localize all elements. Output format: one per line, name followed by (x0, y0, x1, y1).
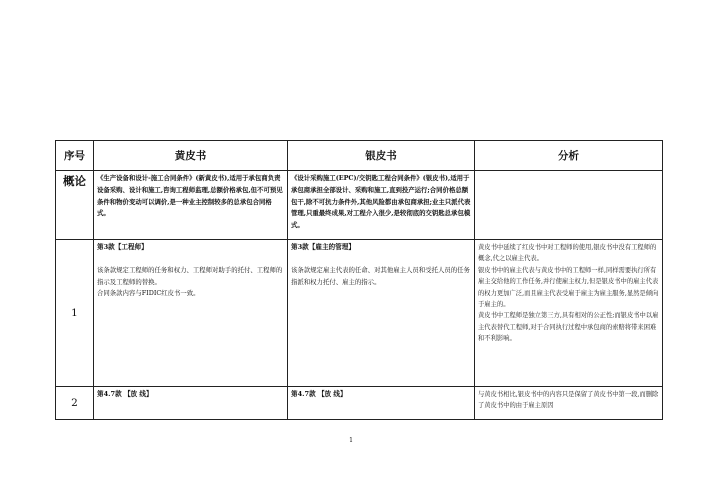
row1-yellow-cell (94, 240, 288, 387)
overview-yellow-cell (94, 171, 288, 240)
row1-yellow-body: 该条款规定工程师的任务和权力、工程师对助手的托付、工程师的指示及工程师的替换。 合同条款内容与FIDIC红皮书一致。 (97, 266, 283, 298)
table-row (56, 240, 663, 387)
row2-silver-cell (288, 387, 475, 420)
overview-label: 概论 (56, 171, 94, 240)
row1-silver-body: 该条款规定雇主代表的任命、对其他雇主人员和受托人员的任务指派和权力托付、雇主的指示。 (291, 266, 470, 286)
header-analysis: 分析 (475, 141, 663, 171)
row2-silver-title: 第4.7款 【放 线】 (291, 390, 347, 398)
header-number: 序号 (56, 141, 94, 171)
comparison-table (55, 140, 663, 420)
row2-yellow-title: 第4.7款 【放 线】 (97, 390, 153, 398)
overview-yellow-text: 《生产设备和设计-施工合同条件》(新黄皮书),适用于承包商负责设备采购、设计和施工,咨询工程师监理,总额价格承包,但不可预见条件和物价变动可以调价,是一种业主控制较多的总承包合同格式。 (97, 174, 283, 218)
row1-silver-title: 第3款【雇主的管理】 (291, 243, 355, 251)
row1-silver-cell (288, 240, 475, 387)
row2-yellow-cell (94, 387, 288, 420)
table-row (56, 387, 663, 420)
page-number: 1 (349, 437, 353, 444)
row1-analysis-text: 黄皮书中延续了红皮书中对工程师的使用,银皮书中没有工程师的概念,代之以雇主代表。 银皮书中的雇主代表与黄皮书中的工程师一样,同样需要执行所有雇主交给他的工作任务,并行使雇主权力,但是银皮书中的雇主代表的权力更加广泛,而且雇主代表受雇于雇主为雇主服务,显然是倾向于雇主的。 黄皮书中工程师是独立第三方,具有相对的公正性;而银皮书中以雇主代表替代工程师,对于合同执行过程中承包商的索赔将带来困难和不利影响。 (478, 244, 659, 343)
overview-silver-cell (288, 171, 475, 240)
header-yellow-book: 黄皮书 (94, 141, 288, 171)
row2-analysis-cell (475, 387, 663, 420)
row1-analysis-cell (475, 240, 663, 387)
row2-analysis-text: 与黄皮书相比,银皮书中的内容只是保留了黄皮书中第一段,而删除了黄皮书中的由于雇主原因 (478, 391, 659, 410)
overview-analysis-cell (475, 171, 663, 240)
overview-row (56, 171, 663, 240)
header-row (56, 141, 663, 171)
row1-yellow-title: 第3款【工程师】 (97, 243, 148, 251)
row-number: 1 (56, 240, 94, 387)
header-silver-book: 银皮书 (288, 141, 475, 171)
overview-silver-text: 《设计采购施工(EPC)/交钥匙工程合同条件》(银皮书),适用于承包商承担全部设计、采购和施工,直到投产运行;合同价格总额包干,除不可抗力条件外,其他风险都由承包商承担;业主只派代表管理,只重最终成果,对工程介入很少,是较彻底的交钥匙总承包模式。 (291, 174, 471, 230)
row-number: 2 (56, 387, 94, 420)
